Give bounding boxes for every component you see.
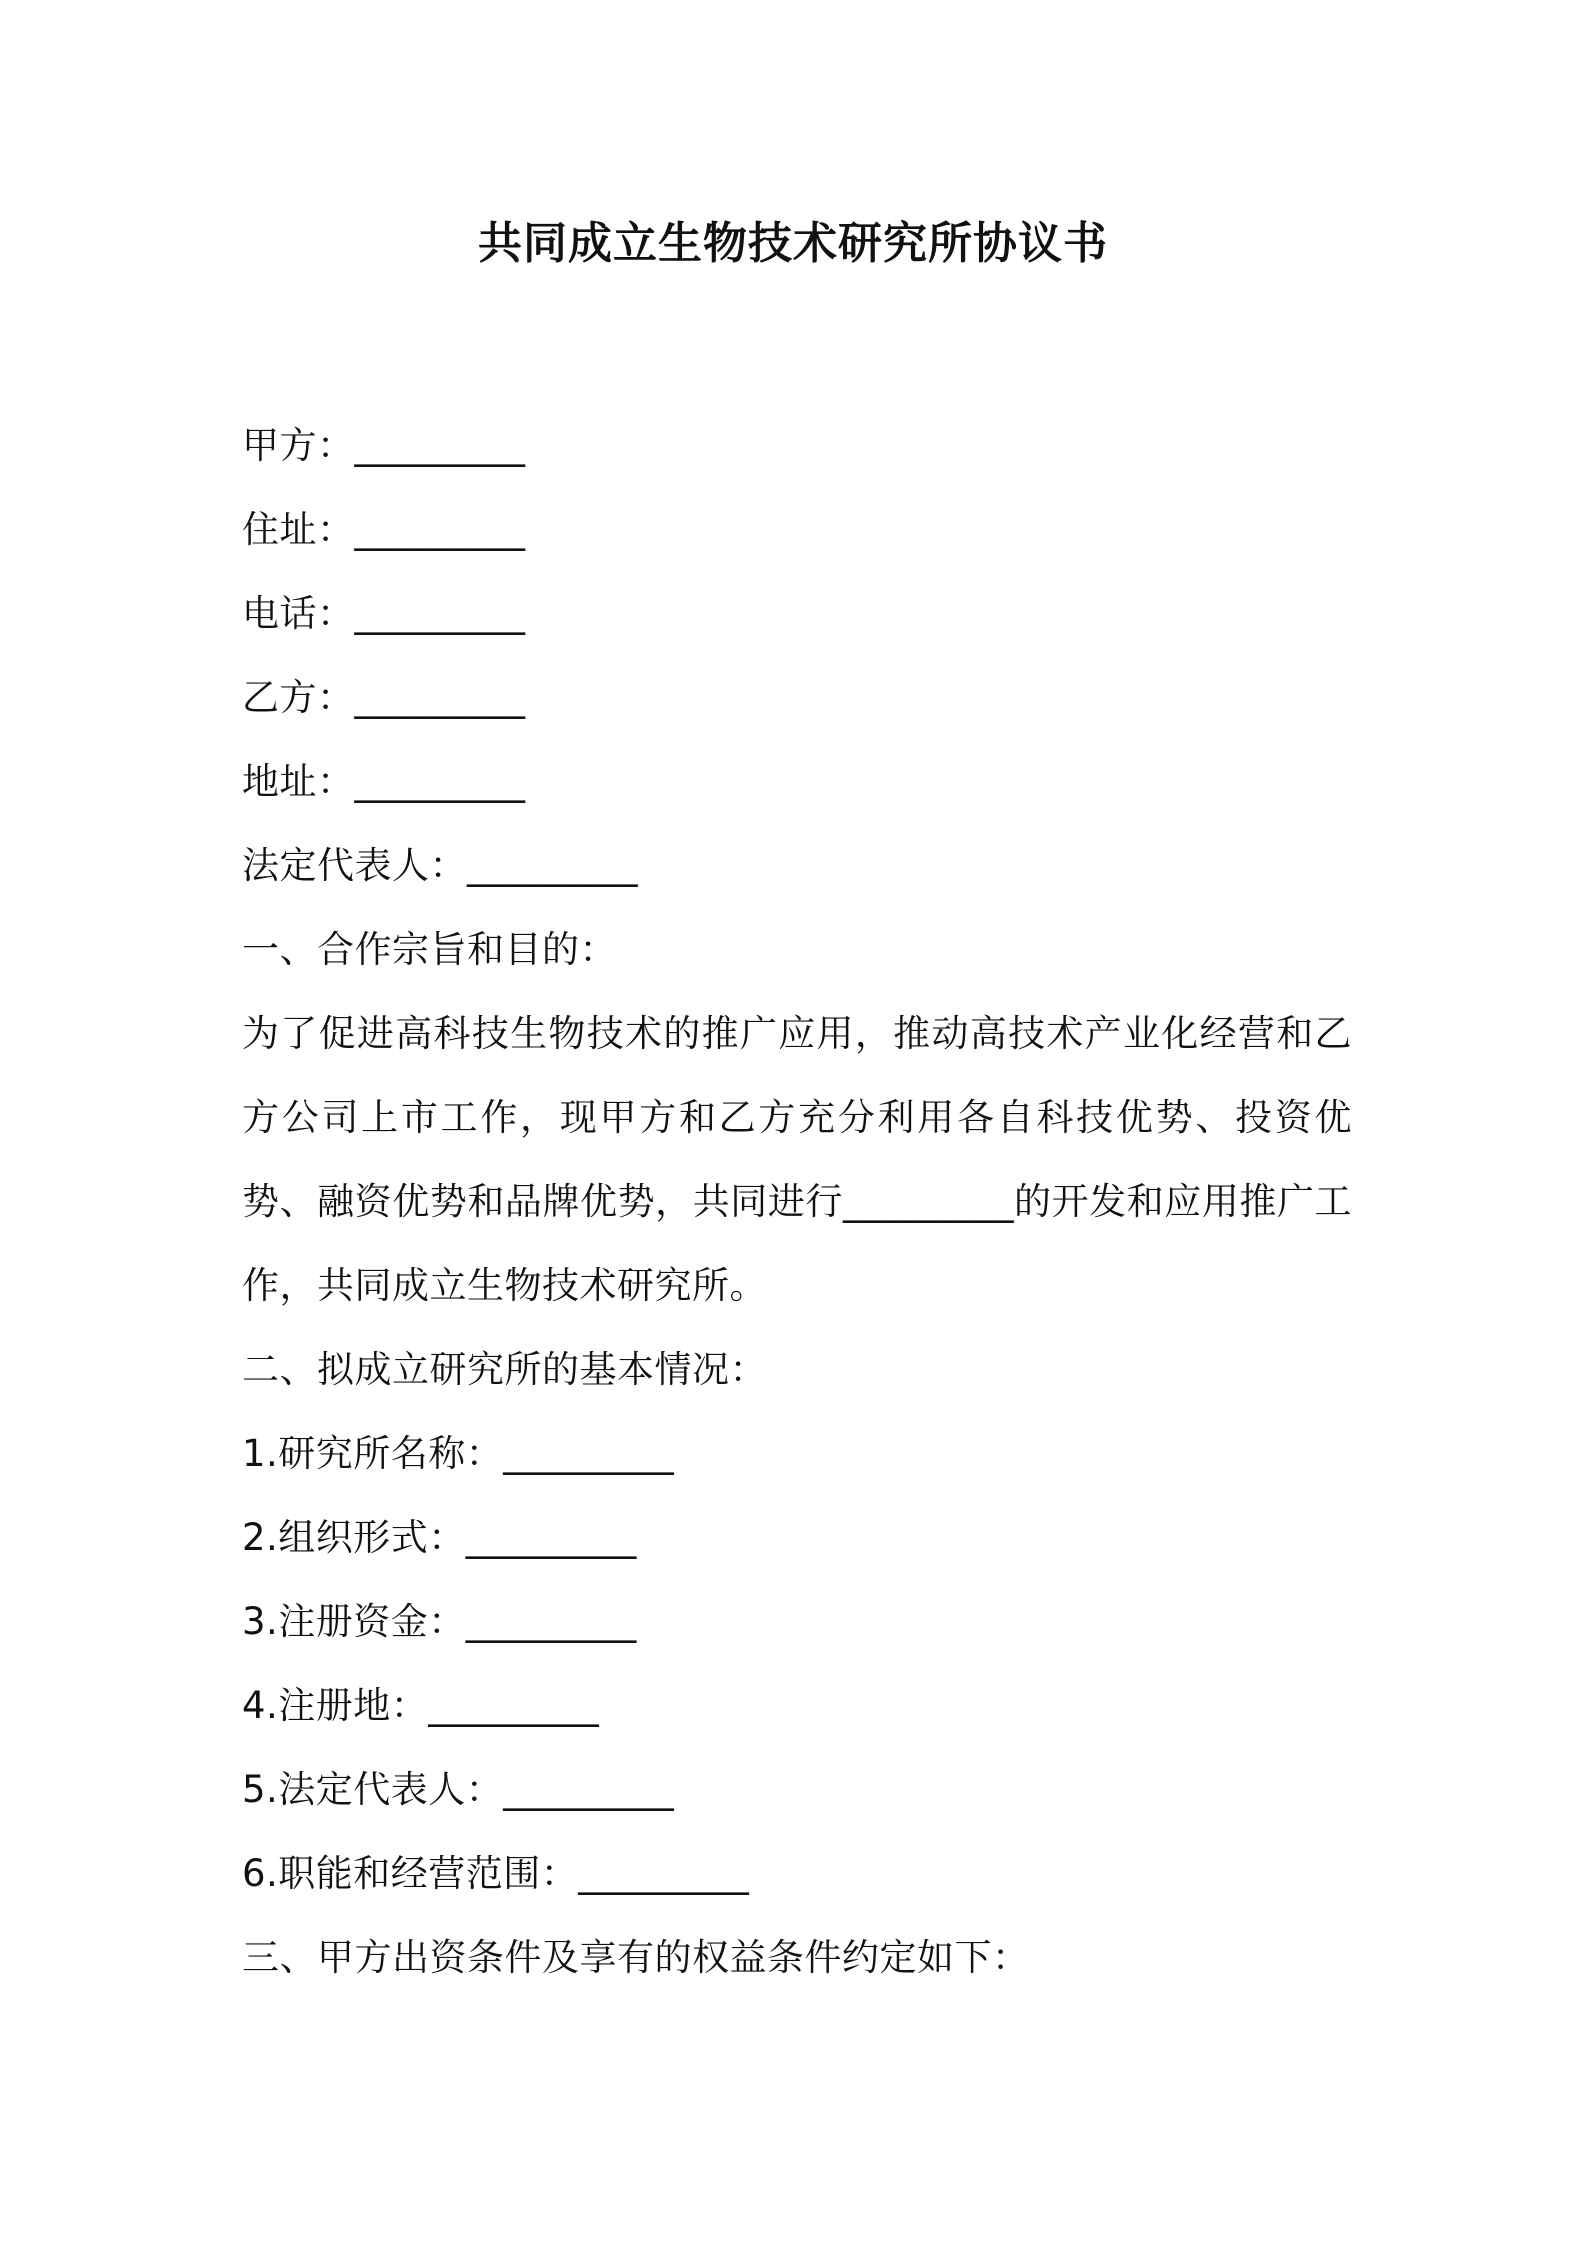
section-2-item-name: 1.研究所名称：_________ [242, 1432, 675, 1475]
section-1-blank: _________ [842, 1180, 1014, 1223]
section-2-heading: 二、拟成立研究所的基本情况： [242, 1348, 767, 1391]
party-a-address-line: 住址：_________ [242, 508, 526, 551]
section-2-item-org-form: 2.组织形式：_________ [242, 1516, 637, 1559]
party-b-line: 乙方：_________ [242, 676, 526, 719]
section-1-paragraph [242, 992, 1352, 1328]
section-2-item-legal-rep: 5.法定代表人：_________ [242, 1768, 675, 1811]
party-a-phone-line: 电话：_________ [242, 592, 526, 635]
party-b-address-line: 地址：_________ [242, 760, 526, 803]
section-3-heading: 三、甲方出资条件及享有的权益条件约定如下： [242, 1936, 1030, 1979]
document-body [242, 404, 1352, 2000]
section-2-item-capital: 3.注册资金：_________ [242, 1600, 637, 1643]
section-1-text-part2: 的开发和应用推广工作，共同成立生物技术研究所。 [242, 1180, 1353, 1307]
section-1-heading: 一、合作宗旨和目的： [242, 928, 617, 971]
section-2-item-scope: 6.职能和经营范围：_________ [242, 1852, 750, 1895]
document-title: 共同成立生物技术研究所协议书 [478, 218, 1108, 269]
legal-representative-line: 法定代表人：_________ [242, 844, 638, 887]
party-a-line: 甲方：_________ [242, 424, 526, 467]
section-2-item-location: 4.注册地：_________ [242, 1684, 600, 1727]
section-1-text-part1: 为了促进高科技生物技术的推广应用，推动高技术产业化经营和乙方公司上市工作，现甲方和乙方充分利用各自科技优势、投资优势、融资优势和品牌优势，共同进行 [242, 1012, 1352, 1223]
